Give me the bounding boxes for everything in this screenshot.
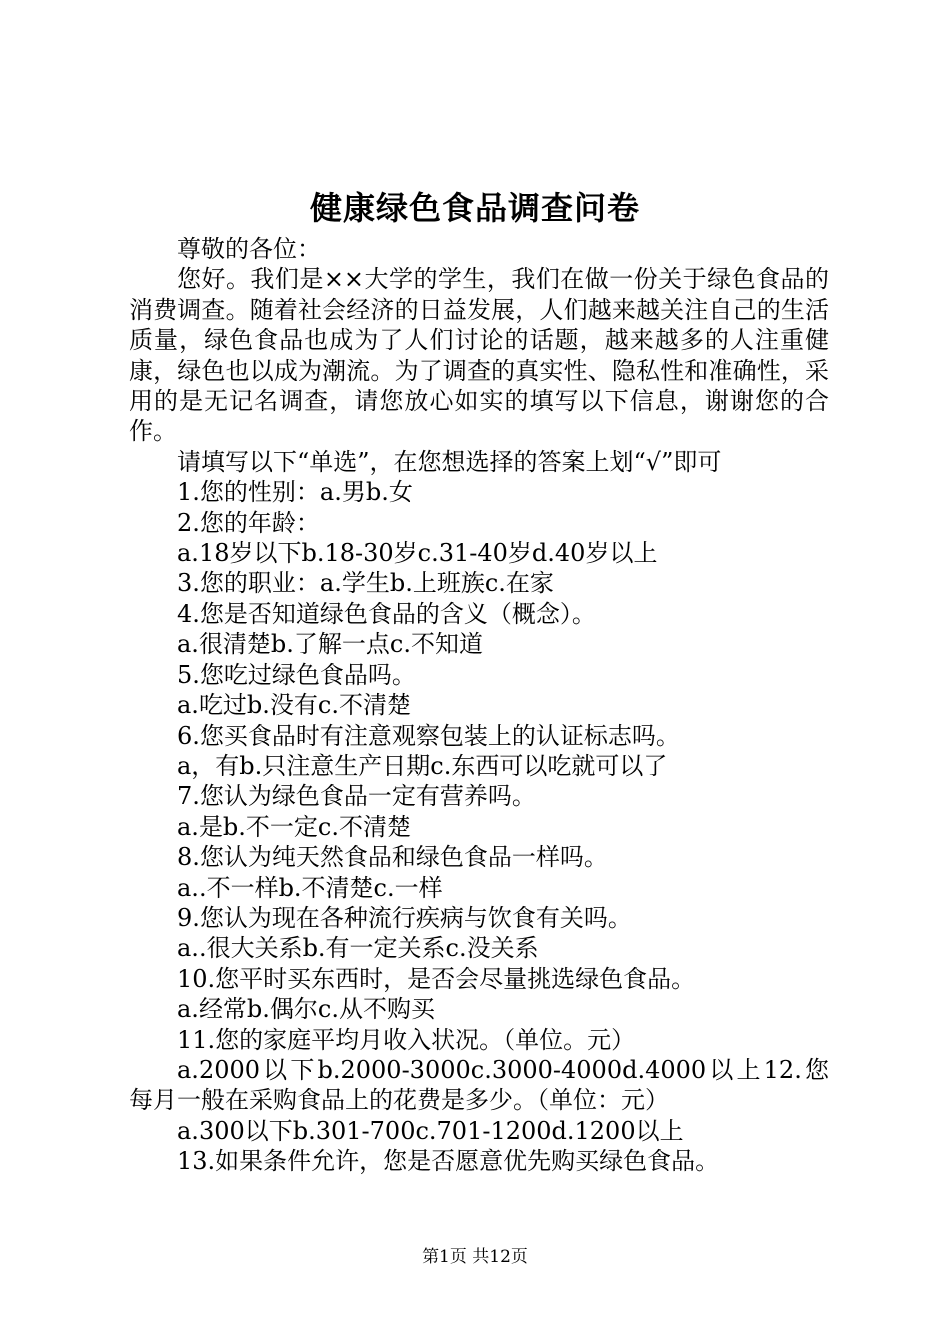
answer-question-wrap-line: a.2000以下b.2000-3000c.3000-4000d.4000以上12.您每月一般在采购食品上的花费是多少。（单位：元） xyxy=(129,1055,829,1115)
answer-line: a.经常b.偶尔c.从不购买 xyxy=(177,995,435,1024)
question-line: 9.您认为现在各种流行疾病与饮食有关吗。 xyxy=(177,903,632,932)
question-line: 13.如果条件允许，您是否愿意优先购买绿色食品。 xyxy=(177,1147,720,1176)
document-title: 健康绿色食品调查问卷 xyxy=(309,189,640,227)
answer-line: a.18岁以下b.18-30岁c.31-40岁d.40岁以上 xyxy=(177,539,658,568)
answer-line: a.吃过b.没有c.不清楚 xyxy=(177,691,411,720)
answer-line: a.300以下b.301-700c.701-1200d.1200以上 xyxy=(177,1116,684,1145)
question-line: 10.您平时买东西时，是否会尽量挑选绿色食品。 xyxy=(177,964,696,993)
answer-line: a.很清楚b.了解一点c.不知道 xyxy=(177,630,483,659)
question-line: 4.您是否知道绿色食品的含义（概念）。 xyxy=(177,599,596,628)
document-body xyxy=(129,234,829,1177)
question-line: 2.您的年龄： xyxy=(177,508,320,537)
question-line: 8.您认为纯天然食品和绿色食品一样吗。 xyxy=(177,843,608,872)
greeting: 尊敬的各位： xyxy=(177,235,321,263)
question-line: 3.您的职业：a.学生b.上班族c.在家 xyxy=(177,569,554,598)
question-line: 5.您吃过绿色食品吗。 xyxy=(177,660,416,689)
instruction: 请填写以下“单选”，在您想选择的答案上划“√”即可 xyxy=(177,447,722,476)
answer-line: a，有b.只注意生产日期c.东西可以吃就可以了 xyxy=(177,751,668,780)
answer-line: a.是b.不一定c.不清楚 xyxy=(177,812,411,841)
question-line: 1.您的性别：a.男b.女 xyxy=(177,478,413,507)
page-footer: 第1页 共12页 xyxy=(422,1247,528,1267)
answer-line: a..很大关系b.有一定关系c.没关系 xyxy=(177,934,539,963)
question-line: 11.您的家庭平均月收入状况。（单位。元） xyxy=(177,1025,636,1054)
question-line: 6.您买食品时有注意观察包装上的认证标志吗。 xyxy=(177,721,680,750)
question-line: 7.您认为绿色食品一定有营养吗。 xyxy=(177,782,536,811)
intro-paragraph: 您好。我们是××大学的学生，我们在做一份关于绿色食品的消费调查。随着社会经济的日益发展，人们越来越关注自己的生活质量，绿色食品也成为了人们讨论的话题，越来越多的人注重健康，绿色也以成为潮流。为了调查的真实性、隐私性和准确性，采用的是无记名调查，请您放心如实的填写以下信息，谢谢您的合作。 xyxy=(129,265,829,446)
answer-line: a..不一样b.不清楚c.一样 xyxy=(177,873,443,902)
